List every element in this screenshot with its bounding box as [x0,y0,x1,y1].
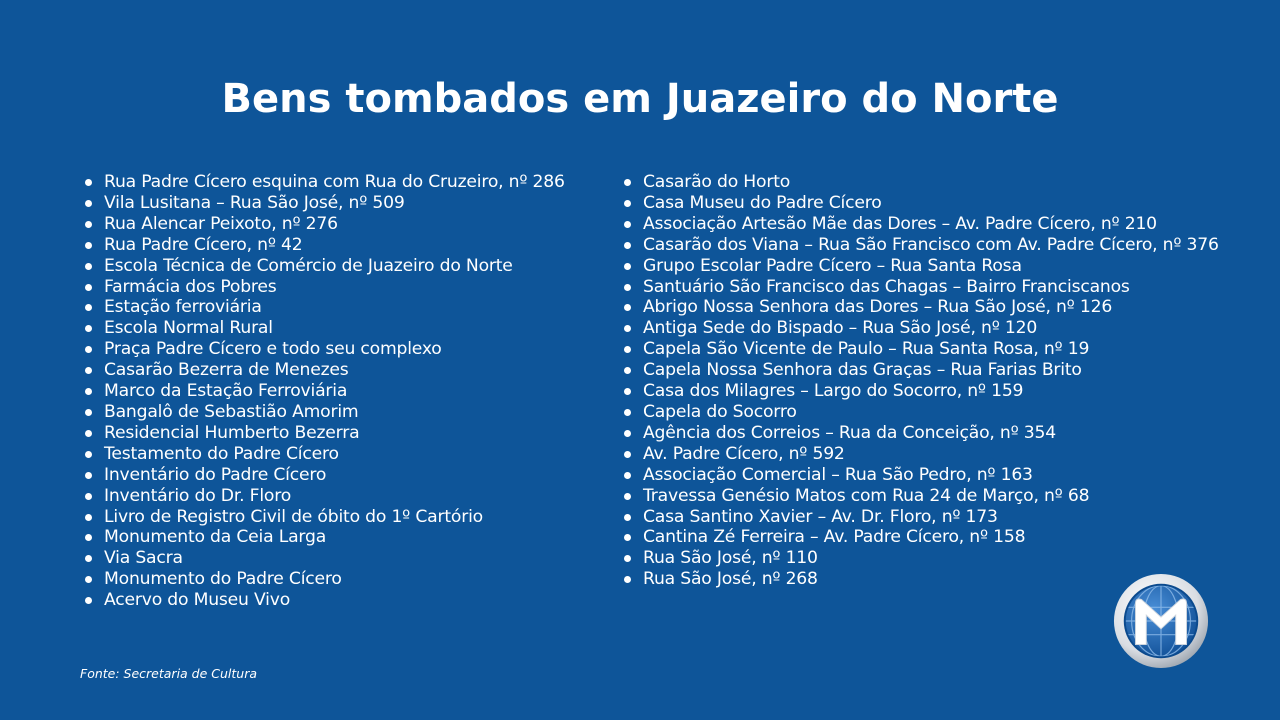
heritage-list-left [80,172,610,611]
list-item: Estação ferroviária [80,297,610,318]
list-item: Farmácia dos Pobres [80,277,610,298]
list-item: Santuário São Francisco das Chagas – Bairro Franciscanos [619,277,1259,298]
list-item: Livro de Registro Civil de óbito do 1º Cartório [80,507,610,528]
list-item: Casarão do Horto [619,172,1259,193]
list-item: Rua São José, nº 268 [619,569,1259,590]
list-item: Casa dos Milagres – Largo do Socorro, nº 159 [619,381,1259,402]
list-item: Agência dos Correios – Rua da Conceição, nº 354 [619,423,1259,444]
list-item: Escola Normal Rural [80,318,610,339]
list-item: Marco da Estação Ferroviária [80,381,610,402]
source-caption: Fonte: Secretaria de Cultura [80,666,258,681]
list-item: Av. Padre Cícero, nº 592 [619,444,1259,465]
list-item: Capela São Vicente de Paulo – Rua Santa Rosa, nº 19 [619,339,1259,360]
list-item: Casa Museu do Padre Cícero [619,193,1259,214]
list-item: Antiga Sede do Bispado – Rua São José, nº 120 [619,318,1259,339]
list-item: Rua Padre Cícero, nº 42 [80,235,610,256]
list-item: Escola Técnica de Comércio de Juazeiro do Norte [80,256,610,277]
list-item: Abrigo Nossa Senhora das Dores – Rua São José, nº 126 [619,297,1259,318]
list-item: Cantina Zé Ferreira – Av. Padre Cícero, nº 158 [619,527,1259,548]
list-item: Vila Lusitana – Rua São José, nº 509 [80,193,610,214]
list-item: Casarão Bezerra de Menezes [80,360,610,381]
list-item: Capela Nossa Senhora das Graças – Rua Farias Brito [619,360,1259,381]
list-item: Rua Alencar Peixoto, nº 276 [80,214,610,235]
list-item: Residencial Humberto Bezerra [80,423,610,444]
list-item: Testamento do Padre Cícero [80,444,610,465]
list-item: Associação Comercial – Rua São Pedro, nº 163 [619,465,1259,486]
list-item: Monumento da Ceia Larga [80,527,610,548]
list-item: Via Sacra [80,548,610,569]
list-item: Casa Santino Xavier – Av. Dr. Floro, nº 173 [619,507,1259,528]
list-item: Rua Padre Cícero esquina com Rua do Cruzeiro, nº 286 [80,172,610,193]
globe-m-logo-icon [1112,572,1210,670]
list-item: Inventário do Dr. Floro [80,486,610,507]
list-item: Travessa Genésio Matos com Rua 24 de Março, nº 68 [619,486,1259,507]
list-item: Acervo do Museu Vivo [80,590,610,611]
list-item: Monumento do Padre Cícero [80,569,610,590]
page-title: Bens tombados em Juazeiro do Norte [221,76,1059,122]
list-item: Inventário do Padre Cícero [80,465,610,486]
list-item: Grupo Escolar Padre Cícero – Rua Santa Rosa [619,256,1259,277]
list-item: Rua São José, nº 110 [619,548,1259,569]
heritage-list-right [619,172,1259,590]
list-item: Associação Artesão Mãe das Dores – Av. Padre Cícero, nº 210 [619,214,1259,235]
list-item: Capela do Socorro [619,402,1259,423]
list-item: Casarão dos Viana – Rua São Francisco com Av. Padre Cícero, nº 376 [619,235,1259,256]
list-item: Praça Padre Cícero e todo seu complexo [80,339,610,360]
list-item: Bangalô de Sebastião Amorim [80,402,610,423]
